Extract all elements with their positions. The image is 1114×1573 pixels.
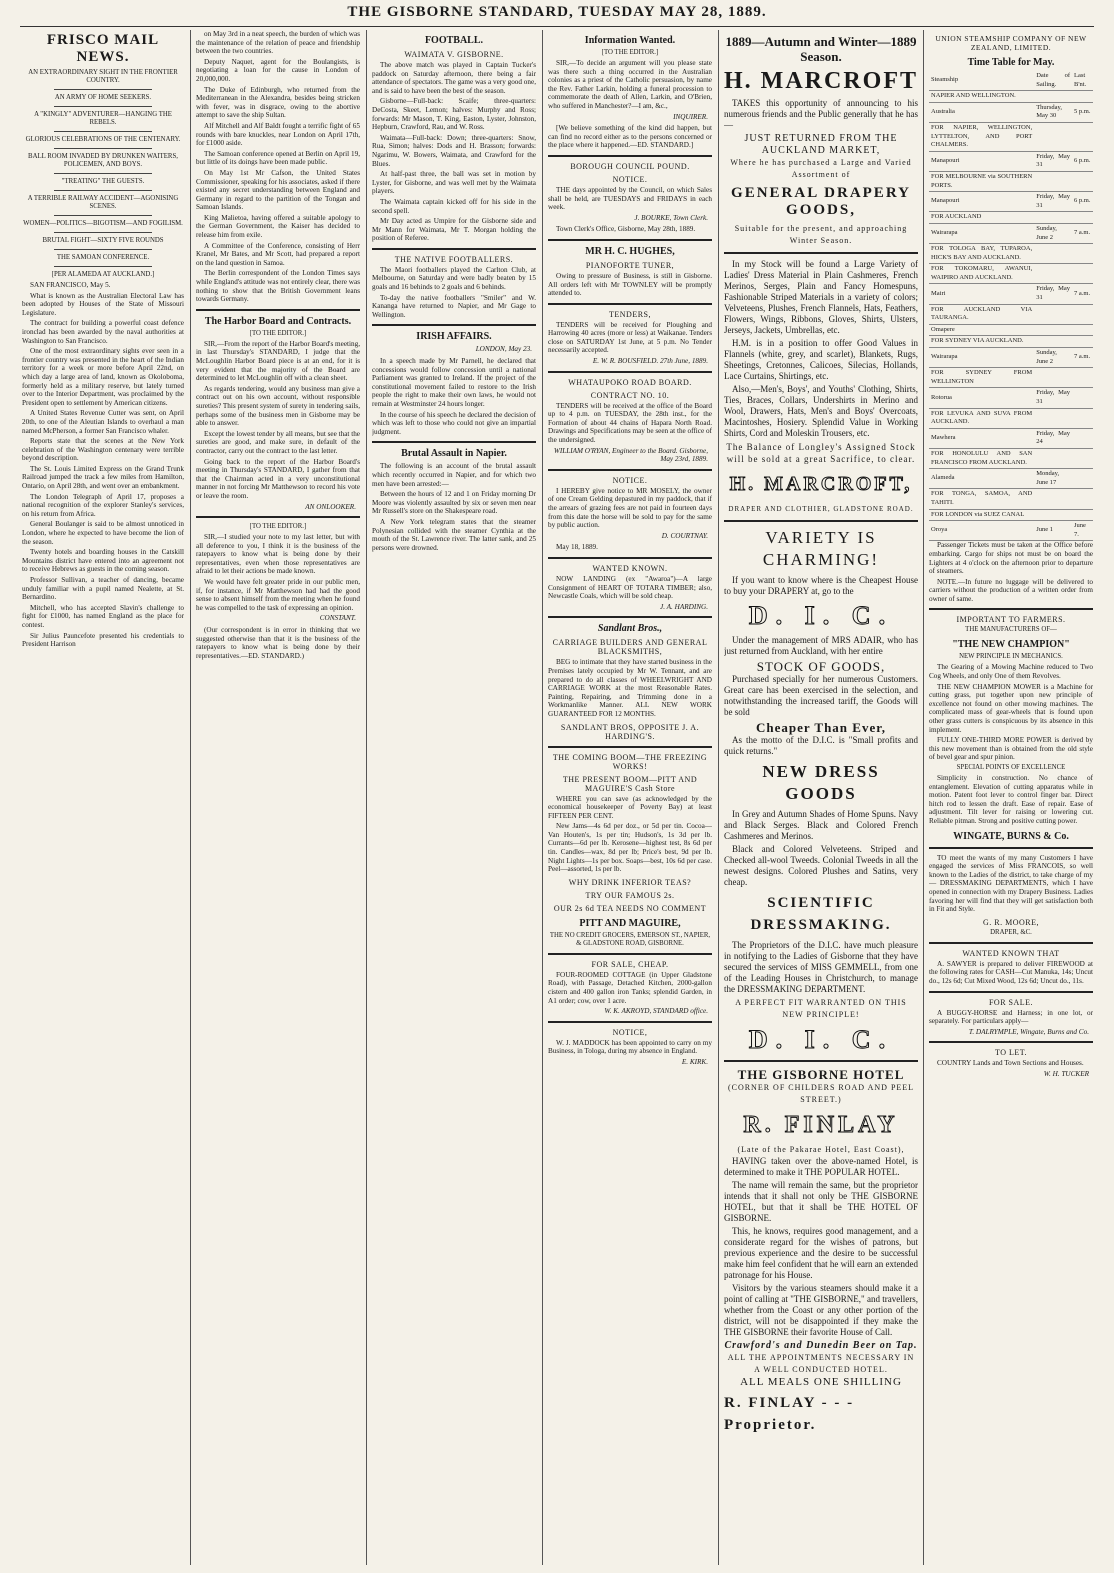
season-heading: 1889—Autumn and Winter—1889 Season.: [725, 34, 917, 64]
price-list: New Jams—4s 6d per doz., or 5d per tin. Cocoa—Van Houten's, 1s per tin; Hudson's, 1s 3d per lb. Currants—6d per lb. Kerosene—highest test, 8s 6d per tin. Candles—wax, 8d per lb; Price's best, 9d per lb. Night Lights—1s per box. Soaps—best, 10s 6d per case. Peel—assorted, 1s per lb.: [548, 822, 712, 874]
table-header: Steamship: [929, 71, 1034, 91]
advert-text: Purchased specially for her numerous Customers. Great care has been exercised in the selection, and notwithstanding the increased tariff, the Goods will be sold: [724, 674, 918, 717]
advert-signature: PITT AND MAGUIRE,: [579, 917, 681, 929]
advert-line: DRAPER AND CLOTHIER, GLADSTONE ROAD.: [728, 505, 914, 513]
table-cell: Monday, June 17: [1034, 469, 1072, 489]
paragraph: Alf Mitchell and Alf Baldt fought a terrific fight of 65 rounds with bare knuckles, near London on April 17th, for £1000 aside.: [196, 121, 360, 148]
table-cell: Manapouri: [929, 151, 1034, 171]
paragraph: The Gearing of a Mowing Machine reduced to Two Cog Wheels, and only One of them Revolves.: [929, 663, 1093, 681]
paragraph: Sir Julius Pauncefote presented his credentials to President Harrison: [22, 631, 184, 649]
advert-line: The Balance of Longley's Assigned Stock will be sold at a great Sacrifice, to clear.: [726, 442, 916, 464]
advert-text: Black and Colored Velveteens. Striped and Checked all-wool Tweeds. Colonial Tweeds in all the newest designs. Colored Plushes and Satins, very cheap.: [724, 844, 918, 887]
table-cell: NAPIER AND WELLINGTON.: [929, 91, 1034, 103]
paragraph: W. J. MADDOCK has been appointed to carry on my Business, in Tologa, during my absence in England.: [548, 1038, 712, 1056]
advert-text: This, he knows, requires good management, and a considerate regard for the wishes of patrons, but previous experience and the desire to be successful make him feel confident that he will earn an extended patronage for his House.: [724, 1226, 918, 1280]
paragraph: [We believe something of the kind did happen, but can find no record either as to the persons concerned or the place where it happened.—ED. STANDARD.]: [548, 124, 712, 150]
advert-headline: "THE NEW CHAMPION": [952, 639, 1070, 651]
table-cell: 7 a.m.: [1072, 348, 1093, 368]
column-shipping: [929, 30, 1093, 1565]
paragraph: Town Clerk's Office, Gisborne, May 28th, 1889.: [556, 225, 696, 234]
signature: W. K. AKROYD, STANDARD office.: [604, 1007, 708, 1016]
paragraph: Except the lowest tender by all means, but see that the sureties are good, and make sure, in default of the contractor, carry out the contract to the last letter.: [196, 429, 360, 455]
advertiser-name-outline: H. MARCROFT,: [729, 473, 913, 495]
advert-headline: GENERAL DRAPERY GOODS,: [731, 185, 911, 218]
headline: BALL ROOM INVADED BY DRUNKEN WAITERS, POLICEMEN, AND BOYS.: [28, 153, 178, 168]
timetable-title: Time Table for May.: [967, 57, 1055, 68]
table-cell: FOR HONOLULU AND SAN FRANCISCO FROM AUCKLAND.: [929, 448, 1034, 468]
advert-headline: SCIENTIFIC DRESSMAKING.: [750, 895, 892, 933]
headline: "TREATING" THE GUESTS.: [61, 178, 145, 185]
dic-logo-text: D. I. C.: [748, 601, 894, 630]
table-cell: 7 a.m.: [1072, 284, 1093, 304]
paragraph: The Duke of Edinburgh, who returned from the Mediterranean in the Alexandra, besides being stricken with fever, was in disgrace, owing to the abortive attempt to save the ship Sultan.: [196, 85, 360, 120]
advertiser-name: H. MARCROFT: [724, 68, 918, 94]
paragraph: FOUR-ROOMED COTTAGE (in Upper Gladstone Road), with Passage, Detached Kitchen, 2000-gallon cistern and 400 gallon iron Tanks; splendid Garden, in A1 order; cow, over 1 acre.: [548, 970, 712, 1005]
table-cell: FOR TOLOGA BAY, TUPAROA, HICK'S BAY AND AUCKLAND.: [929, 244, 1034, 264]
paragraph: The above match was played in Captain Tucker's paddock on Saturday afternoon, there being a fair attendance of spectators. The game was a very good one, and is said to have been the best of the season.: [372, 61, 536, 95]
column-rule: [366, 30, 367, 1565]
advert-line: DRAPER, &C.: [990, 928, 1032, 936]
notice-heading: FOR SALE.: [988, 997, 1034, 1007]
paragraph: The contract for building a powerful coast defence ironclad has been awarded by the naval authorities at Washington to San Francisco.: [22, 319, 184, 345]
paragraph: Mitchell, who has accepted Slavin's challenge to fight for £1000, has named England as the place for contest.: [22, 603, 184, 629]
table-cell: [1072, 212, 1093, 224]
advert-line: JUST RETURNED FROM THE AUCKLAND MARKET,: [744, 133, 898, 156]
proprietor-line: R. FINLAY - - - Proprietor.: [724, 1395, 855, 1433]
section-subheading: WAIMATA V. GISBORNE.: [404, 50, 504, 59]
table-cell: June 1: [1034, 521, 1072, 541]
table-cell: Manapouri: [929, 192, 1034, 212]
paragraph: Between the hours of 12 and 1 on Friday morning Dr Moore was violently assaulted by six or seven men near Mr Russell's store on the Shakespeare road.: [372, 490, 536, 516]
column-drapery-ads: [724, 30, 918, 1565]
table-cell: [1072, 244, 1093, 264]
advert-line: ALL MEALS ONE SHILLING: [740, 1376, 902, 1388]
signature: AN ONLOOKER.: [305, 502, 356, 511]
headline: WOMEN—POLITICS—BIGOTISM—AND FOGILISM.: [23, 220, 183, 227]
table-cell: FOR AUCKLAND: [929, 212, 1034, 224]
paragraph: A. SAWYER is prepared to deliver FIREWOOD at the following rates for CASH—Cut Manuka, 14s; Uncut do., 12s 6d; Cut Mixed Wood, 12s 6d; Uncut do., 11s.: [929, 959, 1093, 985]
notice-heading: NOTICE.: [612, 475, 648, 485]
advert-line: (Late of the Pakarae Hotel, East Coast),: [737, 1145, 905, 1154]
paragraph: As regards tendering, would any business man give a contract out on his own account, without responsible sureties? This present system of surety in tendering sails, perhaps some of the business men in Gisborne may be able to answer.: [196, 384, 360, 428]
paragraph: The following is an account of the brutal assault which recently occurred in Napier, and for which two men have been arrested:—: [372, 462, 536, 488]
signature: WILLIAM O'RYAN, Engineer to the Board. Gisborne, May 23rd, 1889.: [553, 446, 708, 464]
notice-heading: WANTED KNOWN.: [592, 563, 668, 573]
paragraph: TENDERS will be received for Ploughing and Harrowing 40 acres (more or less) at Waikanae. Tenders close on SATURDAY 1st June, at 5 p.m. No Tender necessarily accepted.: [548, 320, 712, 355]
table-cell: June 7.: [1072, 521, 1093, 541]
advert-heading: THE COMING BOOM—THE FREEZING WORKS!: [552, 752, 708, 771]
headline: BRUTAL FIGHT—SIXTY FIVE ROUNDS: [42, 237, 164, 244]
advert-headline: STOCK OF GOODS,: [756, 659, 886, 674]
advert-line: SPECIAL POINTS OF EXCELLENCE: [956, 764, 1066, 771]
advert-signature: WINGATE, BURNS & Co.: [953, 830, 1069, 842]
table-cell: [1072, 388, 1093, 408]
paragraph: Simplicity in construction. No chance of entanglement. Elevation of cutting apparatus while in motion. Patent foot lever to control finger bar. Direct hitch rod to lessen the draft. Ease of repair. Ease of adjustment. Tilt lever for raising or lowering cut. Reliable pitman. Strong and positive cutting power.: [929, 774, 1093, 825]
table-cell: [1072, 324, 1093, 336]
signature: J. A. HARDING.: [660, 602, 708, 611]
column-news-letters: [196, 30, 360, 1565]
paragraph: (Our correspondent is in error in thinking that we suggested otherwise than that it is the business of the ratepayers to know what is being done by their representatives.—ED. STANDARD.): [196, 626, 360, 660]
table-header: Date of Sailing.: [1034, 71, 1072, 91]
table-cell: Sunday, June 2: [1034, 223, 1072, 243]
paragraph: NOTE.—In future no luggage will be delivered to carriers without the production of a written order from owner of same.: [929, 577, 1093, 603]
table-cell: [1072, 448, 1093, 468]
to-editor-label: [TO THE EDITOR.]: [601, 49, 659, 56]
section-heading: IRISH AFFAIRS.: [416, 331, 492, 343]
table-cell: [1072, 304, 1093, 324]
signature: T. DALRYMPLE, Wingate, Burns and Co.: [968, 1027, 1089, 1036]
headline: AN EXTRAORDINARY SIGHT IN THE FRONTIER COUNTRY.: [28, 69, 178, 84]
paragraph: Owing to pressure of Business, is still in Gisborne. All orders left with Mr TOWNLEY will be promptly attended to.: [548, 271, 712, 298]
notice-heading: WANTED KNOWN THAT: [962, 948, 1060, 958]
table-cell: Rotorua: [929, 388, 1034, 408]
table-cell: [1034, 448, 1072, 468]
advert-line: NEW PRINCIPLE IN MECHANICS.: [959, 653, 1063, 661]
advert-line: A PERFECT FIT WARRANTED ON THIS NEW PRINCIPLE!: [735, 998, 907, 1019]
paragraph: Passenger Tickets must be taken at the Office before embarking. Cargo for ships not must be on board the Lighters at 4 o'clock on the afternoon prior to departure of steamers.: [929, 541, 1093, 576]
masthead: THE GISBORNE STANDARD, TUESDAY MAY 28, 1889.: [20, 4, 1094, 27]
table-cell: FOR TONGA, SAMOA, AND TAHITI.: [929, 489, 1034, 509]
signature: J. BOURKE, Town Clerk.: [634, 213, 708, 222]
table-cell: [1072, 428, 1093, 448]
paragraph: May 18, 1889.: [556, 543, 598, 552]
paragraph: Waimata—Full-back: Down; three-quarters: Snow, Rua, Simon; halves: Dods and H. Brasson; forwards: Ngarimu, W. Bowers, Waimata, and Crawford for the Blues.: [372, 133, 536, 168]
table-cell: [1072, 489, 1093, 509]
advert-text: TAKES this opportunity of announcing to his numerous friends and the Public generally that he has—: [724, 98, 918, 130]
table-cell: 6 p.m.: [1072, 151, 1093, 171]
table-cell: [1034, 122, 1072, 151]
place-date: LONDON, May 23.: [475, 345, 532, 354]
paragraph: In the course of his speech he declared the decision of which was left to those who could not give an impartial judgment.: [372, 410, 536, 436]
table-cell: [1072, 122, 1093, 151]
paragraph: The Samoan conference opened at Berlin on April 19, but little of its doings have been made public.: [196, 149, 360, 167]
advert-text: As the motto of the D.I.C. is "Small profits and quick returns.": [724, 735, 918, 756]
column-rule: [190, 30, 191, 1565]
paragraph: FULLY ONE-THIRD MORE POWER is derived by this new movement than is obtained from the old style of bevel gear and spur pinion.: [929, 736, 1093, 762]
paragraph: WHERE you can save (as acknowledged by the economical housekeeper of Poverty Bay) at least FIFTEEN PER CENT.: [548, 794, 712, 820]
advert-text: Also,—Men's, Boys', and Youths' Clothing, Shirts, Ties, Braces, Collars, Undershirts in Merino and Wool, Drawers, Hats, Men's and Boys' Overcoats, Macintoshes, Hosiery. Splendid Value in Working Shirts, Cord and Moleskin Trousers, etc.: [724, 384, 918, 438]
paragraph: Gisborne—Full-back: Scaife; three-quarters: DeCosta, Skeet, Lemon; halves: Murphy and Ross; forwards: Mr Mason, T. King, Easton, Lyster, Johnston, Hepburn, Crawford, Rau, and W. Ross.: [372, 97, 536, 132]
paragraph: NOW LANDING (ex "Awaroa")—A large Consignment of HEART OF TOTARA TIMBER; also, Newcastle Coals, which will be sold cheap.: [548, 574, 712, 601]
table-cell: [1034, 171, 1072, 191]
table-cell: FOR TOKOMARU, AWANUI, WAIPIRO AND AUCKLAND.: [929, 264, 1034, 284]
table-cell: Wairarapa: [929, 223, 1034, 243]
table-cell: Friday, May 24: [1034, 428, 1072, 448]
table-cell: [1034, 489, 1072, 509]
paragraph: A United States Revenue Cutter was sent, on April 20th, to one of the Aleutian Islands to overhaul a man named McPherson, a former San Francisco whaler.: [22, 409, 184, 435]
table-cell: 5 p.m.: [1072, 102, 1093, 122]
paragraph: Professor Sullivan, a teacher of dancing, became unduly familiar with a pupil named Nealette, at St. Bernardino.: [22, 576, 184, 602]
table-cell: 7 a.m.: [1072, 223, 1093, 243]
paragraph: COUNTRY Lands and Town Sections and Houses.: [937, 1059, 1084, 1068]
paragraph: Going back to the report of the Harbor Board's meeting in Thursday's STANDARD, I gather from that that the Chairman acted in a very unconstitutional manner in not forcing Mr Matthewson to record his vote or leave the room.: [196, 457, 360, 500]
paragraph: SIR,—From the report of the Harbor Board's meeting, in last Thursday's STANDARD, I judge that the McLoughlin Harbor Board piece is at an end, for it is very evident that the majority of the Board are determined to let McLoughlin off with a clean sheet.: [196, 339, 360, 383]
table-cell: Friday, May 31: [1034, 284, 1072, 304]
headline: THE SAMOAN CONFERENCE.: [56, 254, 150, 261]
table-cell: [1034, 408, 1072, 428]
advert-text: The Proprietors of the D.I.C. have much pleasure in notifying to the Ladies of Gisborne that they have secured the services of MISS GEMMELL, from one of the Leading Houses in Christchurch, to manage the DRESSMAKING DEPARTMENT.: [724, 940, 918, 994]
paragraph: I HEREBY give notice to MR MOSELY, the owner of one Cream Gelding depastured in my paddock, that if the arrears of grazing fees are not paid in fourteen days from this date the horse will be sold to pay for the same by public auction.: [548, 486, 712, 530]
advert-text: H.M. is in a position to offer Good Values in Flannels (white, grey, and scarlet), Blankets, Rugs, Sheetings, Cretonnes, Calicoes, Silecias, Hollands, Lace Curtains, Shirtings, etc.: [724, 338, 918, 381]
advert-text: Under the management of MRS ADAIR, who has just returned from Auckland, with her entire: [724, 635, 918, 656]
paragraph: The London Telegraph of April 17, proposes a national recognition of the explorer Stanley's services, on his return from Africa.: [22, 492, 184, 518]
signature: E. W. R. BOUSFIELD. 27th June, 1889.: [592, 357, 708, 366]
advert-subheading: CARRIAGE BUILDERS AND GENERAL BLACKSMITHS,: [552, 638, 708, 657]
paragraph: General Boulanger is said to be almost unnoticed in London, where he expected to have become the lion of the season.: [22, 520, 184, 546]
column-rule: [923, 30, 924, 1565]
table-cell: FOR SYDNEY FROM WELLINGTON: [929, 368, 1034, 388]
company-name: UNION STEAMSHIP COMPANY OF NEW ZEALAND, LIMITED.: [935, 34, 1087, 52]
headline: GLORIOUS CELEBRATIONS OF THE CENTENARY.: [25, 136, 181, 143]
paragraph: TENDERS will be received at the office of the Board up to 4 p.m. on TUESDAY, the 28th inst., for the Formation of about 44 chains of Hapara North Road. Drawings and Specifications may be seen at the office of the undersigned.: [548, 401, 712, 445]
section-heading: Information Wanted.: [584, 35, 676, 46]
paragraph: What is known as the Australian Electoral Law has been adopted by Houses of the State of Missouri Legislature.: [22, 291, 184, 317]
table-cell: [1072, 336, 1093, 348]
column-rule: [542, 30, 543, 1565]
advert-text: The name will remain the same, but the proprietor intends that it shall not only be THE GISBORNE HOTEL, but that it shall be THE HOTEL OF GISBORNE.: [724, 1180, 918, 1223]
to-editor-label: [TO THE EDITOR.]: [249, 523, 307, 531]
advert-line: ALL THE APPOINTMENTS NECESSARY IN A WELL CONDUCTED HOTEL.: [727, 1353, 915, 1374]
advert-line: Where he has purchased a Large and Varied Assortment of: [730, 158, 912, 179]
table-cell: Mairi: [929, 284, 1034, 304]
table-cell: Friday, May 31: [1034, 388, 1072, 408]
proprietor-name-outline: R. FINLAY: [743, 1112, 899, 1138]
table-cell: FOR MELBOURNE via SOUTHERN PORTS.: [929, 171, 1034, 191]
table-cell: Thursday, May 30: [1034, 102, 1072, 122]
paragraph: Twenty hotels and boarding houses in the Catskill Mountains district have entered into an agreement not to receive Hebrews as guests in the coming season.: [22, 548, 184, 574]
paragraph: The St. Louis Limited Express on the Grand Trunk Railroad jumped the track a few miles from Hamilton, Ontario, on April 28th, and went over an embankment.: [22, 464, 184, 491]
advert-subheading: WHY DRINK INFERIOR TEAS?: [568, 877, 692, 887]
advert-text: Visitors by the various steamers should make it a point of calling at "THE GISBORNE," and travellers, whether from the Coast or any other portion of the district, will not be disappointed if they make the THE GISBORNE their favorite House of Call.: [724, 1283, 918, 1337]
advert-text: HAVING taken over the above-named Hotel, is determined to make it THE POPULAR HOTEL.: [724, 1156, 918, 1177]
table-cell: FOR LEVUKA AND SUVA FROM AUCKLAND.: [929, 408, 1034, 428]
advert-subheading: TRY OUR FAMOUS 2s.: [585, 890, 675, 900]
signature: INQUIRER.: [673, 112, 708, 121]
column-notices: [548, 30, 712, 1565]
table-cell: [1034, 264, 1072, 284]
advert-address: THE NO CREDIT GROCERS, EMERSON ST., NAPIER, & GLADSTONE ROAD, GISBORNE.: [549, 931, 711, 947]
signature: E. KIRK.: [681, 1058, 708, 1066]
column-rule: [718, 30, 719, 1565]
paragraph: Reports state that the scenes at the New York celebration of the Washington centenary were terrible beyond description.: [22, 437, 184, 463]
notice-heading: NOTICE,: [612, 1027, 648, 1037]
section-heading: FOOTBALL.: [424, 35, 484, 46]
paragraph: TO meet the wants of my many Customers I have engaged the services of Miss FRANCOIS, so well known to the Ladies of the district, to take charge of my— DRESSMAKING DEPARTMENTS, which I have opened in connection with my Drapery Business. Ladies favoring her will find that they will get satisfaction both in Fit and Style.: [929, 853, 1093, 914]
advert-signature: G. R. MOORE,: [982, 917, 1039, 927]
table-cell: [1034, 212, 1072, 224]
advert-headline: NEW DRESS GOODS: [762, 762, 880, 803]
paragraph: One of the most extraordinary sights ever seen in a frontier country was presented in the heart of the Indian territory for a week or more before April 22nd, on which day a large area of land, known as Okoloboma, formerly held as a military reserve, but lately turned over to the Interior Department, was proclaimed by the President open to settlement by American citizens.: [22, 347, 184, 407]
paragraph: on May 3rd in a neat speech, the burden of which was the maintenance of the relation of peace and friendship between the two countries.: [196, 30, 360, 56]
table-cell: [1034, 509, 1072, 521]
paragraph: The Berlin correspondent of the London Times says while England's attitude was not entirely clear, there was nothing to show that the British Government leans towards Germany.: [196, 269, 360, 304]
advert-heading: IMPORTANT TO FARMERS.: [956, 615, 1066, 625]
table-cell: [1072, 368, 1093, 388]
headline: A "KINGLY" ADVENTURER—HANGING THE REBELS.: [34, 111, 172, 126]
paragraph: Deputy Naquet, agent for the Boulangists, is negotiating a loan for the cause in London of 20,000,000.: [196, 57, 360, 83]
advert-headline: Cheaper Than Ever,: [755, 720, 887, 735]
advert-headline: VARIETY IS CHARMING!: [762, 528, 880, 569]
advert-line: (CORNER OF CHILDERS ROAD AND PEEL STREET.): [727, 1083, 915, 1104]
paragraph: SIR,—I studied your note to my last letter, but with all deference to you, I think it is the business of the ratepayers to know what is being done by their representatives, even when those representatives are afraid to let their actions be made known.: [196, 533, 360, 576]
advert-line: Crawford's and Dunedin Beer on Tap.: [724, 1340, 918, 1351]
signature: SANDLANT BROS, OPPOSITE J. A. HARDING'S.: [560, 722, 700, 741]
paragraph: At half-past three, the ball was set in motion by Lyster, for Gisborne, and was well met by the Waimata players.: [372, 170, 536, 196]
column-football: [372, 30, 536, 1565]
hotel-name: THE GISBORNE HOTEL: [737, 1067, 905, 1082]
table-cell: Mawhera: [929, 428, 1034, 448]
table-cell: 6 p.m.: [1072, 192, 1093, 212]
advert-heading: MR H. C. HUGHES,: [585, 245, 675, 257]
table-cell: Alameda: [929, 469, 1034, 489]
headline: A TERRIBLE RAILWAY ACCIDENT—AGONISING SCENES.: [27, 195, 179, 210]
table-cell: Sunday, June 2: [1034, 348, 1072, 368]
paragraph: SIR,—To decide an argument will you please state was there such a thing occurred in the Australian colonies as a priest of the Catholic persuasion, by name the Rev. Father Larkin, holding a funeral procession to commemorate the death of Allen, Larkin, and O'Brien, who suffered in Manchester?—I am, &c.,: [548, 59, 712, 110]
table-cell: [1072, 91, 1093, 103]
notice-heading: TO LET.: [994, 1048, 1028, 1058]
paragraph: On May 1st Mr Cafson, the United States Commissioner, speaking for his associates, asked if there existed any secret understanding between England and Germany in regard to the partition of the Tongan and Samoan Islands.: [196, 168, 360, 212]
advert-text: In my Stock will be found a Large Variety of Ladies' Dress Material in Plain Cashmeres, French Merinos, Serges, Plain and Fancy Homespuns, Fashionable Striped Materials in a variety of colors; Velveteens, Plushes, French Flannels, Hats, Feathers, Flowers, Wings, Ribbons, Gloves, Shirts, Ulsters, Jerseys, Jackets, Umbrellas, etc.: [724, 259, 918, 335]
paragraph: A New York telegram states that the steamer Polynesian collided with the steamer Cynthia at the mouth of the St. Lawrence river. The latter sank, and 25 persons were drowned.: [372, 517, 536, 552]
advert-heading: Sandlant Bros.,: [597, 623, 663, 635]
section-heading: THE NATIVE FOOTBALLERS.: [394, 254, 514, 264]
table-cell: [1034, 336, 1072, 348]
table-cell: [1034, 91, 1072, 103]
signature: D. COURTNAY.: [661, 531, 708, 540]
headline: AN ARMY OF HOME SEEKERS.: [54, 94, 152, 101]
notice-heading: BOROUGH COUNCIL POUND.: [570, 161, 690, 171]
table-cell: Australia: [929, 102, 1034, 122]
table-cell: [1072, 264, 1093, 284]
table-cell: Oroya: [929, 521, 1034, 541]
advert-text: If you want to know where is the Cheapest House to buy your DRAPERY at, go to the: [724, 575, 918, 596]
paragraph: THE NEW CHAMPION MOWER is a Machine for cutting grass, put together upon new principle of excellence not found on other mowing machines. The complicated mass of gear-wheels that is found upon other grass cutters is conspicuous by its absence in this implement.: [929, 682, 1093, 734]
table-cell: FOR LONDON via SUEZ CANAL: [929, 509, 1034, 521]
table-cell: [1072, 171, 1093, 191]
table-cell: [1034, 324, 1072, 336]
paragraph: The Maori footballers played the Carlton Club, at Melbourne, on Saturday and were badly beaten by 15 goals and 16 behinds to 2 goals and 6 behinds.: [372, 265, 536, 292]
paragraph: In a speech made by Mr Parnell, he declared that concessions would follow concession until a national Parliament was granted to Ireland. If the project of the constitutional movement failed to restore to the Irish people the right to make their own laws, he would not remain at Westminster 24 hours longer.: [372, 357, 536, 408]
section-heading: The Harbor Board and Contracts.: [204, 315, 352, 327]
section-heading: Brutal Assault in Napier.: [401, 448, 507, 460]
advert-line: Suitable for the present, and approaching Winter Season.: [734, 224, 908, 245]
notice-heading: NOTICE.: [612, 174, 648, 184]
paragraph: King Malietoa, having offered a suitable apology to the German Government, the Kaiser has decided to release him from exile.: [196, 213, 360, 240]
paragraph: A Committee of the Conference, consisting of Herr Kranel, Mr Bates, and Mr Scott, had prepared a report on the land question in Samoa.: [196, 241, 360, 267]
table-cell: FOR NAPIER, WELLINGTON, LYTTELTON, AND PORT CHALMERS.: [929, 122, 1034, 151]
signature: W. H. TUCKER: [1043, 1069, 1089, 1078]
table-cell: [1072, 509, 1093, 521]
dic-logo-text: D. I. C.: [748, 1025, 894, 1054]
table-cell: Friday, May 31: [1034, 151, 1072, 171]
advert-line: THE MANUFACTURERS OF—: [965, 626, 1057, 634]
notice-heading: TENDERS,: [609, 309, 651, 319]
paragraph: BEG to intimate that they have started business in the Premises lately occupied by Mr W. Tennant, and are prepared to do all classes of WHEELWRIGHT AND CARRIAGE WORK at the most Reasonable Rates. Painting, Repairing, and Trimming done in a Workmanlike Manner. ALL NEW WORK GUARANTEED FOR 12 MONTHS.: [548, 658, 712, 718]
advert-subheading: THE PRESENT BOOM—PITT AND MAGUIRE'S Cash Store: [562, 774, 698, 793]
paragraph: THE days appointed by the Council, on which Sales shall be held, are TUESDAYS and FRIDAYS in each week.: [548, 185, 712, 212]
column-frisco-mail: [22, 30, 184, 1565]
table-cell: Omapere: [929, 324, 1034, 336]
notice-subheading: CONTRACT NO. 10.: [590, 390, 670, 400]
notice-heading: FOR SALE, CHEAP.: [591, 959, 669, 969]
table-cell: [1034, 368, 1072, 388]
paragraph: To-day the native footballers "Smiler" and W. Kananga have returned to Napier, and Mr Gage to Wellington.: [372, 293, 536, 319]
paragraph: Mr Day acted as Umpire for the Gisborne side and Mr Mann for Waimata, Mr T. Morgan holding the position of Referee.: [372, 217, 536, 243]
signature: CONSTANT.: [319, 614, 356, 623]
to-editor-label: [TO THE EDITOR.]: [249, 329, 307, 337]
paragraph: We would have felt greater pride in our public men, if, for instance, if Mr Matthewson had had the good sense to absent himself from the meeting when he found he was compelled to the task of expressing an opinion.: [196, 578, 360, 612]
table-cell: FOR SYDNEY VIA AUCKLAND.: [929, 336, 1034, 348]
table-cell: Wairarapa: [929, 348, 1034, 368]
dateline: [PER ALAMEDA AT AUCKLAND.]: [51, 271, 155, 278]
place-date: SAN FRANCISCO, May 5.: [30, 281, 111, 289]
table-cell: [1072, 408, 1093, 428]
table-cell: Friday, May 31: [1034, 192, 1072, 212]
paragraph: A BUGGY-HORSE and Harness; in one lot, or separately. For particulars apply—: [929, 1008, 1093, 1026]
advert-text: In Grey and Autumn Shades of Home Spuns. Navy and Black Serges. Black and Colored French Cashmeres and Merinos.: [724, 809, 918, 841]
table-cell: [1034, 304, 1072, 324]
advert-subheading: PIANOFORTE TUNER,: [585, 260, 675, 270]
timetable: [929, 71, 1093, 541]
table-cell: FOR AUCKLAND VIA TAURANGA.: [929, 304, 1034, 324]
table-cell: [1034, 244, 1072, 264]
table-cell: [1072, 469, 1093, 489]
headline-list: [22, 69, 184, 267]
table-header: Last B'nt.: [1072, 71, 1093, 91]
advert-subheading: OUR 2s 6d TEA NEEDS NO COMMENT: [553, 903, 707, 913]
notice-heading: WHATAUPOKO ROAD BOARD.: [568, 377, 692, 387]
article-title: FRISCO MAIL NEWS.: [46, 32, 160, 65]
paragraph: The Waimata captain kicked off for his side in the second spell.: [372, 197, 536, 215]
